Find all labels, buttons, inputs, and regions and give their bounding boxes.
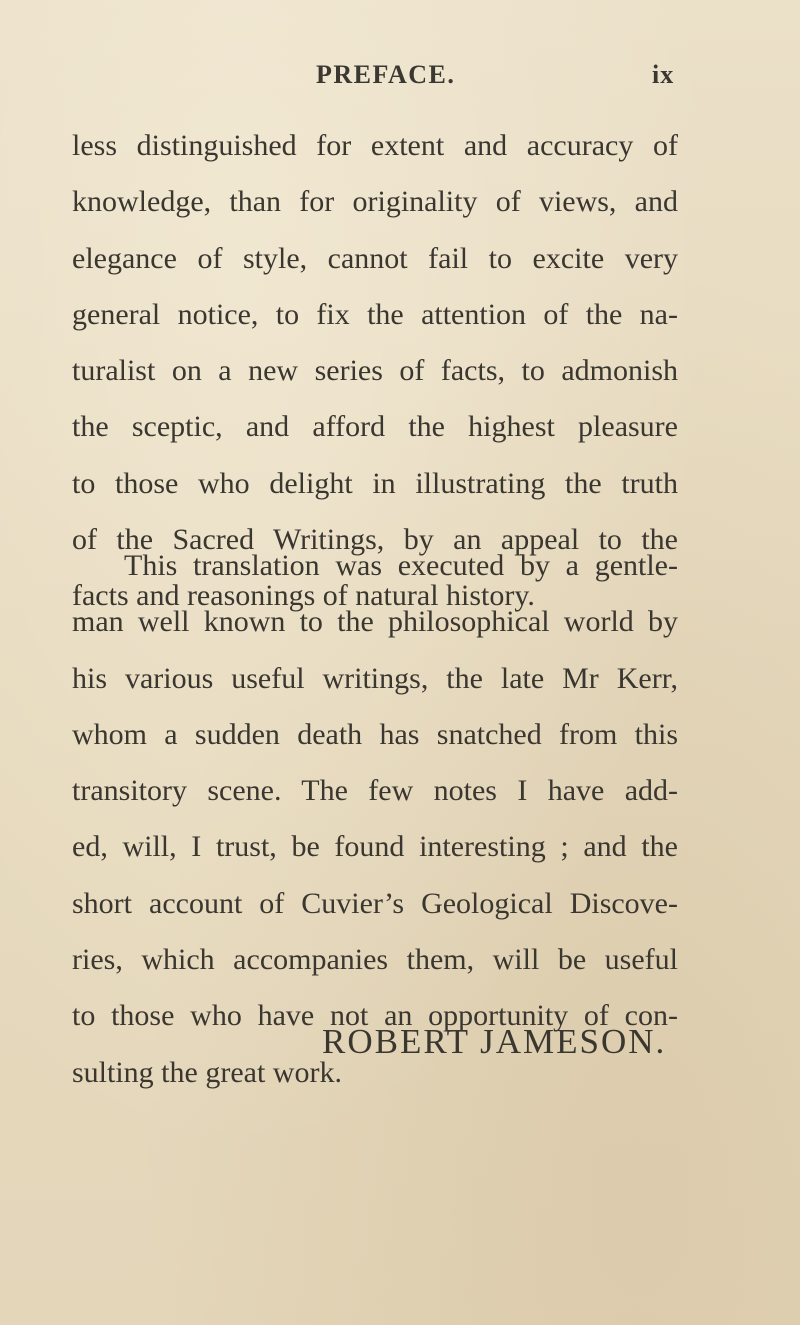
text-line: his various useful writings, the late Mr Kerr,: [72, 661, 678, 695]
text-line: general notice, to fix the attention of the na-: [72, 297, 678, 331]
text-line: This translation was executed by a gentle-: [124, 549, 678, 582]
page-header: [0, 60, 800, 100]
text-line: facts and reasonings of natural history.: [72, 579, 535, 613]
text-line: less distinguished for extent and accuracy of: [72, 129, 678, 162]
text-line: the sceptic, and afford the highest pleasure: [72, 410, 678, 444]
text-line: to those who delight in illustrating the truth: [72, 466, 678, 500]
text-line: elegance of style, cannot fail to excite very: [72, 241, 678, 275]
text-line: man well known to the philosophical world by: [72, 605, 678, 639]
text-line: ed, will, I trust, be found interesting ; and the: [72, 830, 678, 864]
text-line: ries, which accompanies them, will be useful: [72, 943, 678, 977]
running-head: PREFACE.: [316, 60, 456, 89]
author-signature: ROBERT JAMESON.: [322, 1022, 667, 1061]
page-number: ix: [652, 60, 675, 89]
text-line: of the Sacred Writings, by an appeal to the: [72, 523, 678, 557]
text-line: transitory scene. The few notes I have add-: [72, 774, 678, 808]
text-line: short account of Cuvier’s Geological Discove-: [72, 886, 678, 920]
text-line: sulting the great work.: [72, 1055, 342, 1089]
paragraph-2: [72, 538, 678, 1101]
text-line: knowledge, than for originality of views, and: [72, 185, 678, 219]
text-line: to those who have not an opportunity of con-: [72, 999, 678, 1033]
text-line: whom a sudden death has snatched from this: [72, 717, 678, 751]
text-line: turalist on a new series of facts, to admonish: [72, 354, 678, 388]
